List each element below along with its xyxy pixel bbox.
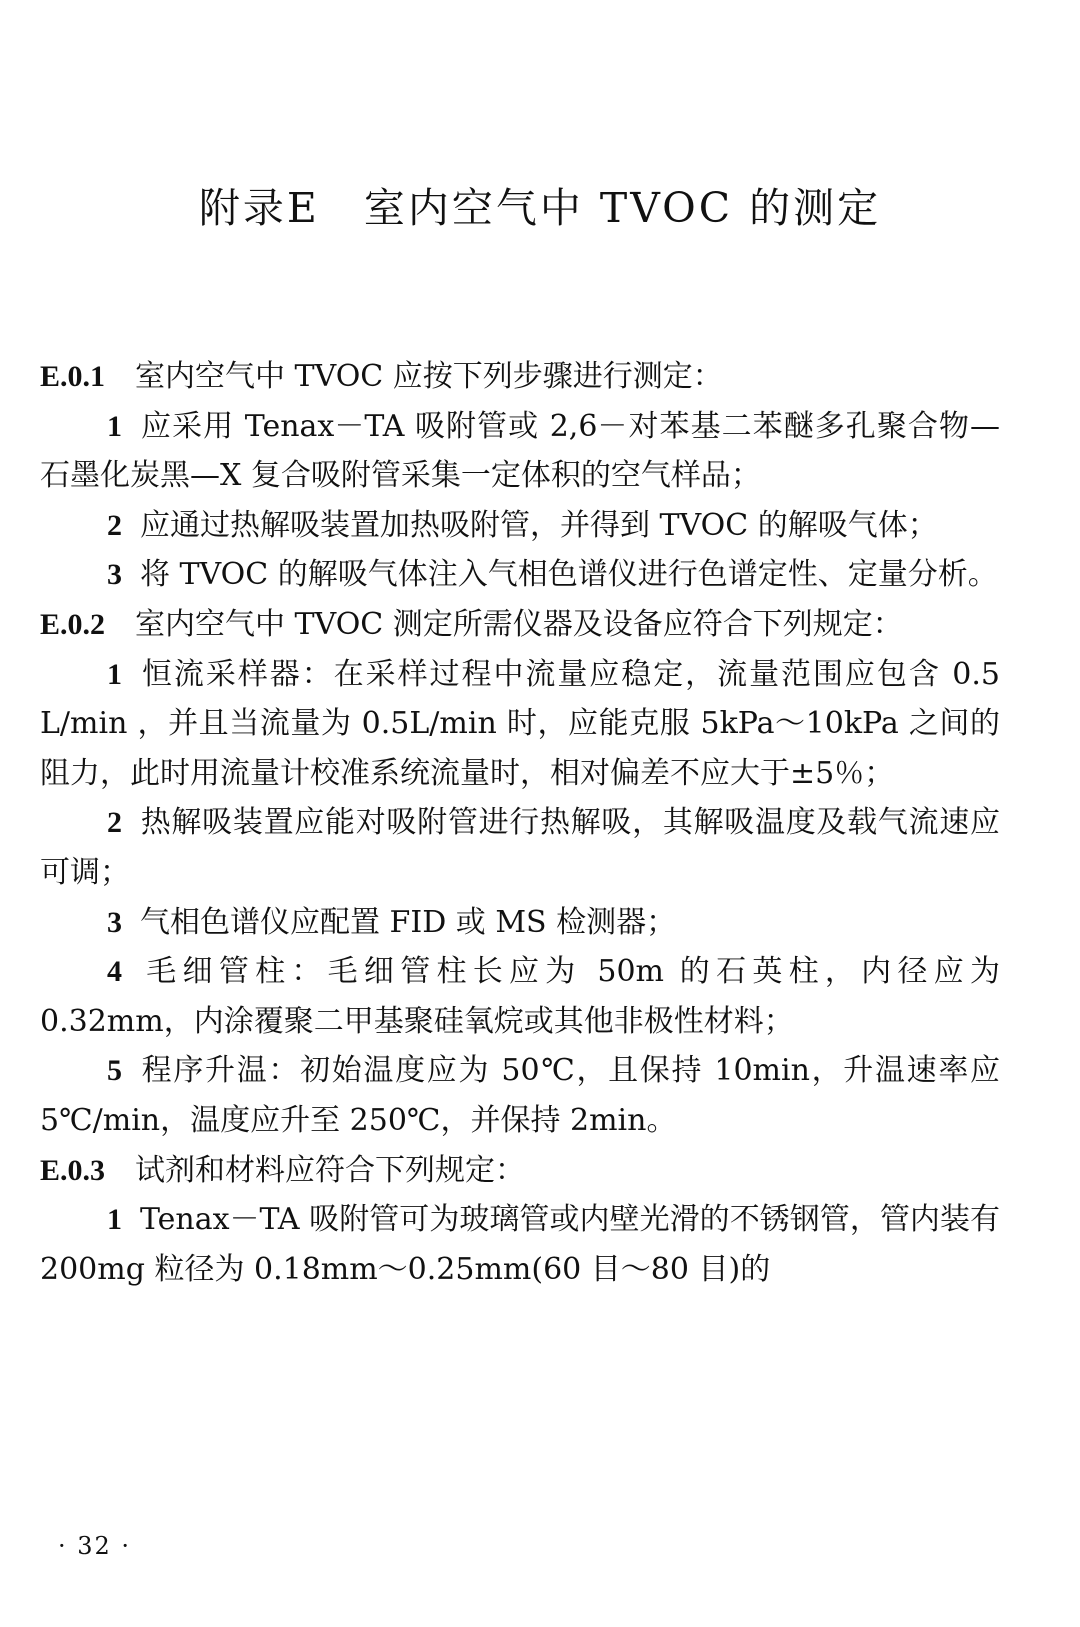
appendix-title: 附录E 室内空气中 TVOC 的测定: [198, 184, 882, 232]
item-number: 4: [107, 955, 122, 989]
item-number: 3: [107, 558, 122, 592]
item-number: 3: [107, 905, 122, 939]
clause-e02-item-1: [40, 650, 1000, 799]
item-number: 2: [107, 508, 122, 542]
clause-e02-item-4: [40, 947, 1000, 1046]
clause-e03: [40, 1146, 1000, 1196]
clause-e02-item-5: [40, 1046, 1000, 1145]
item-text: Tenax－TA 吸附管可为玻璃管或内壁光滑的不锈钢管，管内装有 200mg 粒径为 0.18mm～0.25mm(60 目～80 目)的: [40, 1202, 1000, 1287]
clause-e02: [40, 600, 1000, 650]
item-text: 程序升温：初始温度应为 50℃，且保持 10min，升温速率应 5℃/min，温度应升至 250℃，并保持 2min。: [40, 1053, 1000, 1138]
item-text: 热解吸装置应能对吸附管进行热解吸，其解吸温度及载气流速应可调；: [40, 805, 1000, 890]
item-text: 气相色谱仪应配置 FID 或 MS 检测器；: [140, 904, 677, 940]
clause-e01-item-1: [40, 402, 1000, 501]
item-number: 1: [107, 657, 122, 691]
item-number: 1: [107, 409, 122, 443]
item-number: 1: [107, 1203, 122, 1237]
item-text: 将 TVOC 的解吸气体注入气相色谱仪进行色谱定性、定量分析。: [140, 557, 998, 593]
item-text: 应通过热解吸装置加热吸附管，并得到 TVOC 的解吸气体；: [140, 507, 938, 543]
document-body: [40, 352, 1000, 1294]
page-number: · 32 ·: [58, 1532, 132, 1560]
clause-number: E.0.3: [40, 1153, 106, 1187]
item-text: 恒流采样器：在采样过程中流量应稳定，流量范围应包含 0.5 L/min ，并且当流量为 0.5L/min 时，应能克服 5kPa～10kPa 之间的阻力，此时用流量计校准系统流量时，相对偏差不应大于±5％；: [40, 656, 1000, 791]
item-text: 应采用 Tenax－TA 吸附管或 2,6－对苯基二苯醚多孔聚合物—石墨化炭黑—X 复合吸附管采集一定体积的空气样品；: [40, 408, 1000, 494]
clause-e01: [40, 352, 1000, 402]
item-number: 5: [107, 1054, 122, 1088]
clause-e02-item-2: [40, 798, 1000, 897]
clause-text: 室内空气中 TVOC 应按下列步骤进行测定：: [135, 359, 723, 394]
clause-text: 室内空气中 TVOC 测定所需仪器及设备应符合下列规定：: [135, 606, 903, 642]
clause-e02-item-3: [40, 898, 1000, 948]
clause-e03-item-1: [40, 1195, 1000, 1294]
clause-number: E.0.2: [40, 607, 106, 641]
clause-number: E.0.1: [40, 360, 106, 393]
clause-e01-item-3: [40, 550, 1000, 600]
clause-text: 试剂和材料应符合下列规定：: [135, 1152, 526, 1188]
item-text: 毛细管柱：毛细管柱长应为 50m 的石英柱，内径应为 0.32mm，内涂覆聚二甲基聚硅氧烷或其他非极性材料；: [40, 954, 1000, 1039]
clause-e01-item-2: [40, 501, 1000, 551]
item-number: 2: [107, 806, 122, 840]
